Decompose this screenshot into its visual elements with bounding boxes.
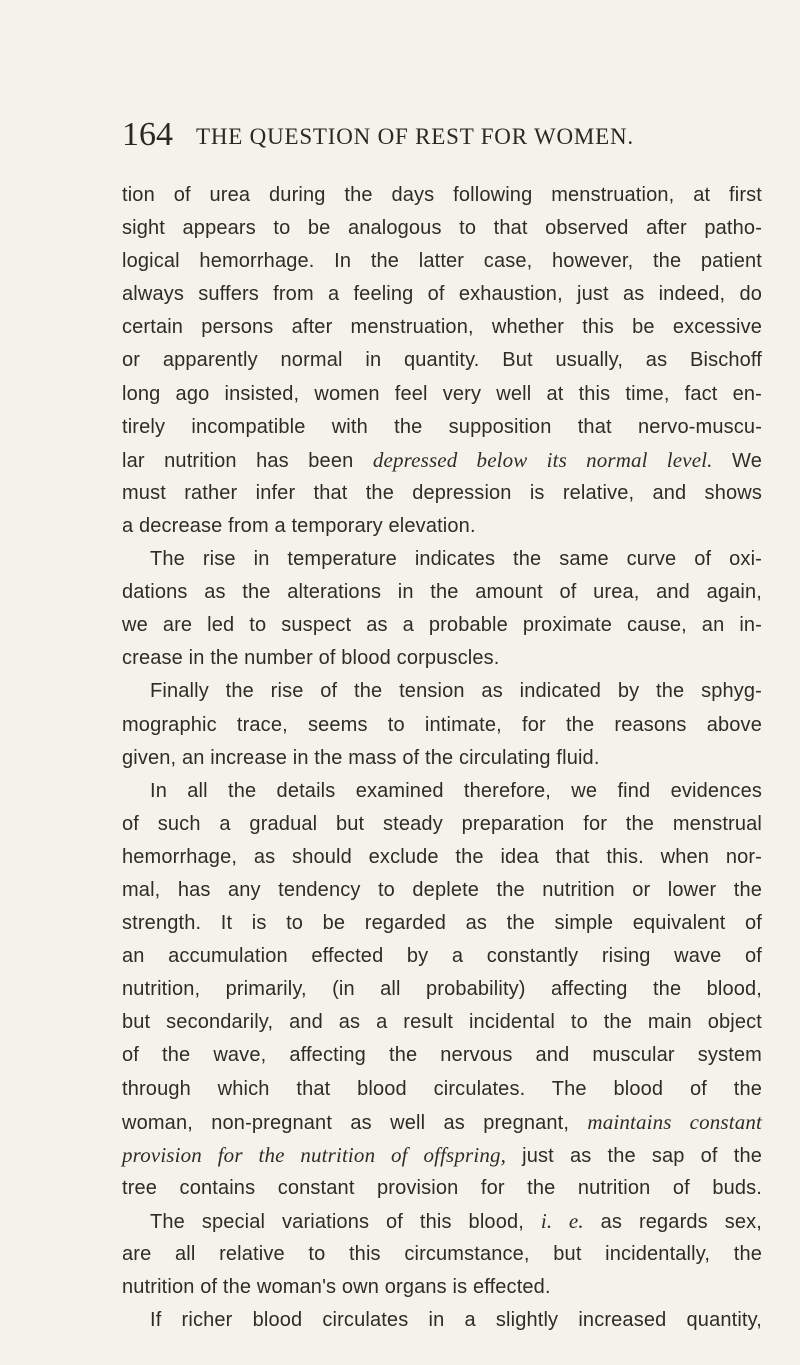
- line-text-after: just as the sap of the: [506, 1144, 762, 1167]
- line-text: nutrition, primarily, (in all probability) affecting the blood,: [122, 978, 762, 1001]
- text-line: [122, 1172, 762, 1205]
- line-text: tion of urea during the days following menstruation, at first: [122, 184, 762, 206]
- line-text: In all the details examined therefore, we find evidences: [150, 779, 762, 802]
- text-line: [122, 212, 762, 245]
- line-text: must rather infer that the depression is relative, and shows: [122, 481, 762, 504]
- text-line: [122, 841, 762, 874]
- italic-phrase: maintains constant: [587, 1109, 762, 1134]
- line-text: tree contains constant provision for the nutrition of buds.: [122, 1176, 762, 1199]
- page-number: 164: [122, 116, 173, 153]
- text-line: [122, 543, 762, 576]
- line-text: woman, non-pregnant as well as pregnant,: [122, 1111, 588, 1134]
- text-line: [122, 179, 762, 212]
- text-line: [122, 311, 762, 344]
- text-line: [122, 609, 762, 642]
- running-head: [122, 118, 762, 158]
- text-line: [122, 775, 762, 808]
- text-line: [122, 675, 762, 708]
- line-text: logical hemorrhage. In the latter case, however, the patient: [122, 250, 762, 273]
- running-title: THE QUESTION OF REST FOR WOMEN.: [196, 124, 634, 149]
- line-text-after: We: [712, 449, 762, 472]
- text-line: [122, 477, 762, 510]
- line-text: we are led to suspect as a probable proximate cause, an in-: [122, 614, 762, 637]
- text-line: [122, 742, 762, 775]
- line-text: The rise in temperature indicates the same curve of oxi-: [150, 548, 762, 571]
- line-text: always suffers from a feeling of exhaustion, just as indeed, do: [122, 283, 762, 306]
- line-text: long ago insisted, women feel very well at this time, fact en-: [122, 382, 762, 405]
- line-text: sight appears to be analogous to that observed after patho-: [122, 217, 762, 240]
- text-line: [122, 1106, 762, 1139]
- line-text: tirely incompatible with the supposition that nervo-muscu-: [122, 415, 762, 438]
- line-text: or apparently normal in quantity. But usually, as Bischoff: [122, 349, 762, 372]
- line-text: If richer blood circulates in a slightly increased quantity,: [150, 1309, 762, 1332]
- text-line: [122, 1006, 762, 1039]
- line-text: The special variations of this blood,: [150, 1210, 541, 1233]
- text-line: [122, 1304, 762, 1337]
- line-text: strength. It is to be regarded as the simple equivalent of: [122, 912, 762, 935]
- text-line: [122, 344, 762, 377]
- text-line: [122, 278, 762, 311]
- text-line: [122, 510, 762, 543]
- text-line: [122, 378, 762, 411]
- italic-phrase: provision for the nutrition of offspring,: [122, 1142, 507, 1167]
- line-text: a decrease from a temporary elevation.: [122, 514, 476, 537]
- italic-phrase: i. e.: [540, 1208, 584, 1233]
- text-line: [122, 808, 762, 841]
- line-text: are all relative to this circumstance, but incidentally, the: [122, 1243, 762, 1265]
- text-line: [122, 1073, 762, 1106]
- line-text: through which that blood circulates. The blood of the: [122, 1077, 762, 1100]
- line-text: certain persons after menstruation, whether this be excessive: [122, 316, 762, 339]
- line-text: crease in the number of blood corpuscles.: [122, 647, 500, 670]
- text-line: [122, 709, 762, 742]
- text-line: [122, 245, 762, 278]
- line-text: Finally the rise of the tension as indicated by the sphyg-: [150, 680, 762, 703]
- line-text: of the wave, affecting the nervous and muscular system: [122, 1044, 762, 1067]
- italic-phrase: depressed below its normal level.: [372, 447, 713, 472]
- line-text: mographic trace, seems to intimate, for the reasons above: [122, 713, 762, 736]
- line-text: hemorrhage, as should exclude the idea that this. when nor-: [122, 845, 762, 868]
- text-line: [122, 411, 762, 444]
- line-text: but secondarily, and as a result incidental to the main object: [122, 1011, 762, 1034]
- body-text: [122, 179, 762, 1337]
- text-line: [122, 1238, 762, 1271]
- line-text: given, an increase in the mass of the circulating fluid.: [122, 746, 600, 769]
- line-text: nutrition of the woman's own organs is effected.: [122, 1276, 551, 1299]
- text-line: [122, 1139, 762, 1172]
- text-line: [122, 576, 762, 609]
- text-line: [122, 973, 762, 1006]
- line-text-after: as regards sex,: [583, 1210, 763, 1233]
- text-line: [122, 642, 762, 675]
- line-text: lar nutrition has been: [122, 449, 373, 472]
- text-line: [122, 874, 762, 907]
- line-text: mal, has any tendency to deplete the nutrition or lower the: [122, 878, 762, 901]
- text-line: [122, 940, 762, 973]
- text-line: [122, 444, 762, 477]
- line-text: an accumulation effected by a constantly rising wave of: [122, 945, 762, 968]
- text-line: [122, 1271, 762, 1304]
- line-text: of such a gradual but steady preparation for the menstrual: [122, 812, 762, 835]
- text-line: [122, 1205, 762, 1238]
- text-line: [122, 907, 762, 940]
- line-text: dations as the alterations in the amount of urea, and again,: [122, 581, 762, 604]
- text-line: [122, 1039, 762, 1072]
